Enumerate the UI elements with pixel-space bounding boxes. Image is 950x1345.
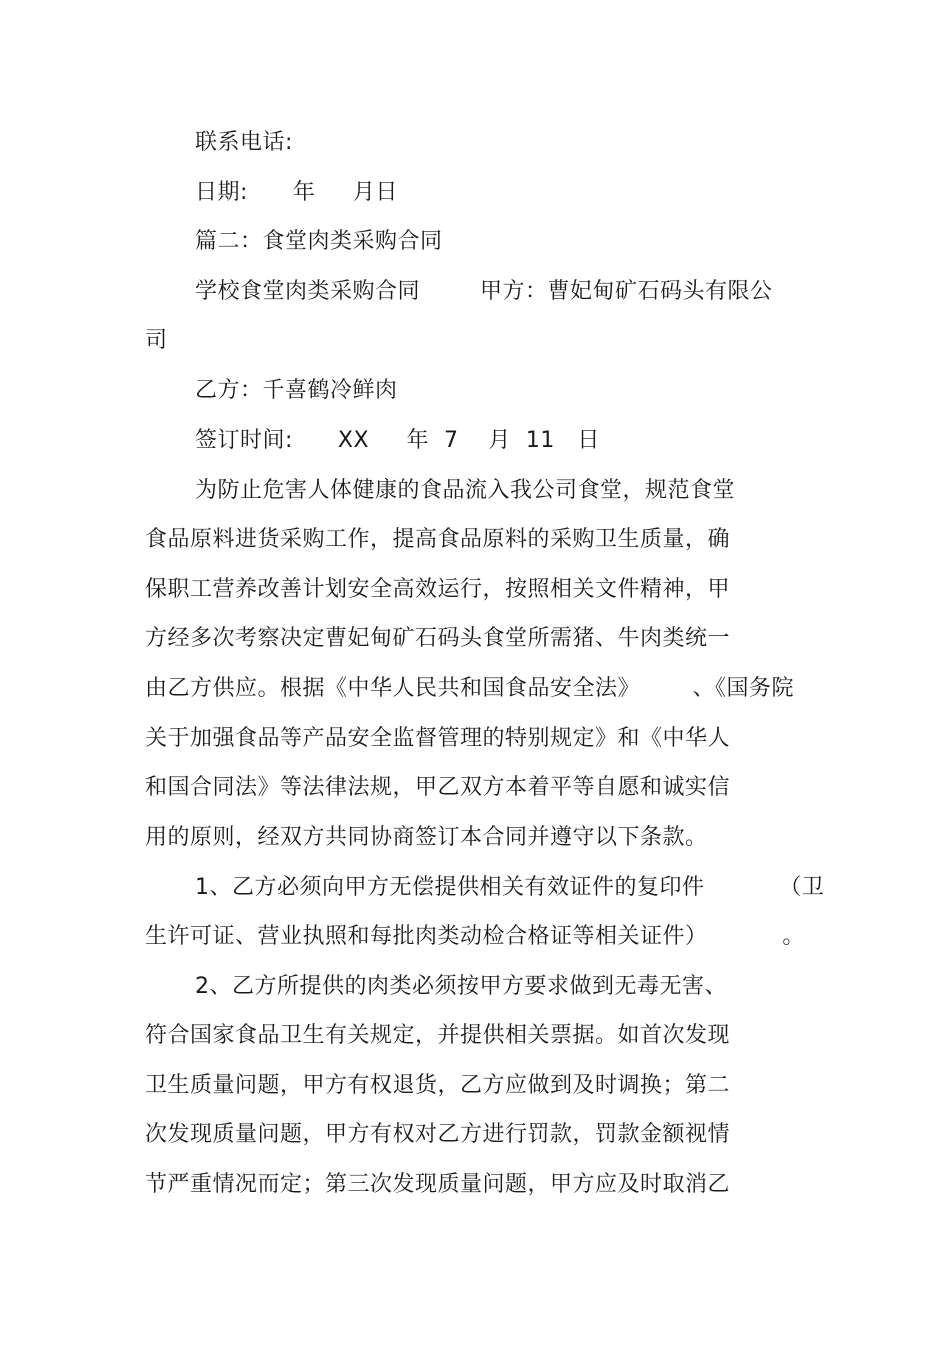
- clause-2-line: 2、乙方所提供的肉类必须按甲方要求做到无毒无害、: [195, 974, 727, 999]
- clause-2-line: 节严重情况而定；第三次发现质量问题，甲方应及时取消乙: [145, 1172, 731, 1197]
- paragraph-line: 由乙方供应。根据《中华人民共和国食品安全法》 、《国务院: [145, 676, 794, 701]
- clause-1-line: 生许可证、营业执照和每批肉类动检合格证等相关证件） 。: [145, 924, 805, 949]
- party-b-line: 乙方：千喜鹤冷鲜肉: [195, 378, 398, 403]
- contract-title-party-a-line: 学校食堂肉类采购合同 甲方：曹妃甸矿石码头有限公: [195, 279, 773, 304]
- paragraph-line: 方经多次考察决定曹妃甸矿石码头食堂所需猪、牛肉类统一: [145, 626, 731, 651]
- paragraph-line: 食品原料进货采购工作，提高食品原料的采购卫生质量，确: [145, 527, 731, 552]
- clause-1-line: 1、乙方必须向甲方无偿提供相关有效证件的复印件 （卫: [195, 875, 825, 900]
- paragraph-line: 用的原则，经双方共同协商签订本合同并遵守以下条款。: [145, 825, 708, 850]
- paragraph-line: 关于加强食品等产品安全监督管理的特别规定》和《中华人: [145, 726, 731, 751]
- signing-date-line: 签订时间: XX 年 7 月 11 日: [195, 428, 600, 453]
- paragraph-line: 保职工营养改善计划安全高效运行，按照相关文件精神，甲: [145, 577, 731, 602]
- date-line: 日期: 年 月日: [195, 180, 398, 205]
- party-a-continuation-line: 司: [145, 328, 168, 353]
- clause-2-line: 符合国家食品卫生有关规定，并提供相关票据。如首次发现: [145, 1023, 731, 1048]
- contact-phone-line: 联系电话:: [195, 130, 293, 155]
- paragraph-line: 和国合同法》等法律法规，甲乙双方本着平等自愿和诚实信: [145, 775, 731, 800]
- clause-2-line: 卫生质量问题，甲方有权退货，乙方应做到及时调换；第二: [145, 1073, 731, 1098]
- clause-2-line: 次发现质量问题，甲方有权对乙方进行罚款，罚款金额视情: [145, 1122, 731, 1147]
- section-heading: 篇二：食堂肉类采购合同: [195, 229, 443, 254]
- paragraph-line: 为防止危害人体健康的食品流入我公司食堂，规范食堂: [195, 478, 736, 503]
